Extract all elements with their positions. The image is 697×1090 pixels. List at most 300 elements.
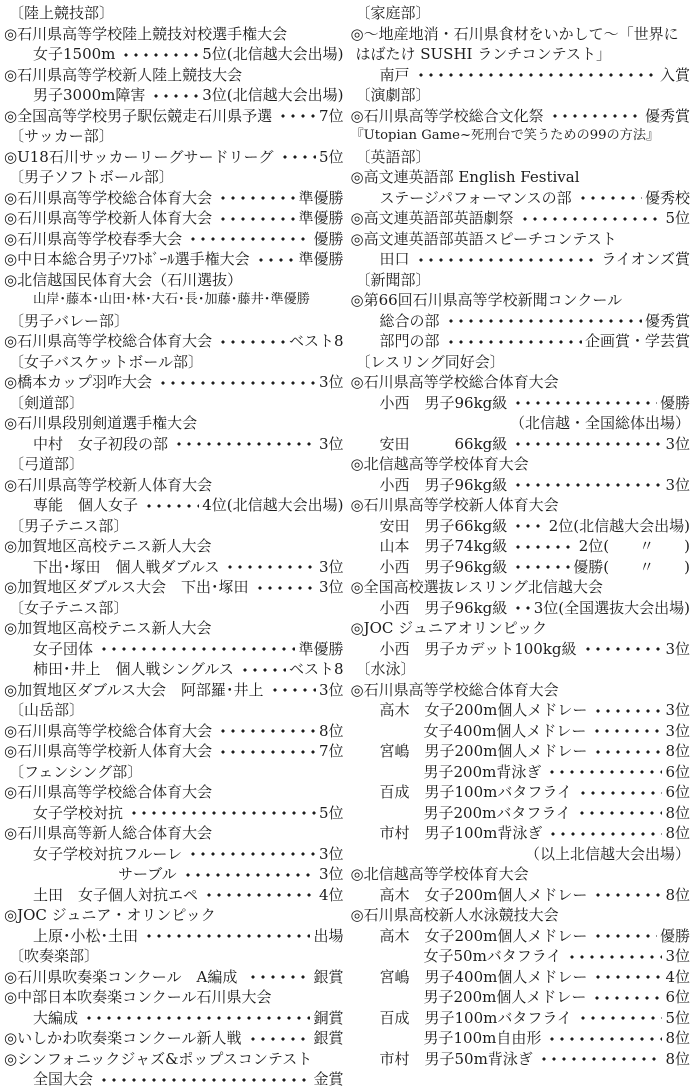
line-text: 小西 男子96kg級 xyxy=(379,475,508,494)
wrapped-line xyxy=(351,126,691,147)
event-line xyxy=(351,495,691,516)
event-line xyxy=(351,680,691,701)
line-text: ◎高文連英語部英語劇祭 xyxy=(350,209,514,227)
line-text: 土田 女子個人対抗エペ xyxy=(33,885,199,904)
section-heading xyxy=(4,3,344,24)
dot-leader xyxy=(575,782,663,803)
dot-leader xyxy=(413,249,599,270)
line-text: ◎石川県高等学校新人体育大会 xyxy=(4,475,213,494)
line-text: ◎北信越高等学校体育大会 xyxy=(350,865,529,883)
note-line xyxy=(351,413,691,434)
line-result: 7位 xyxy=(318,742,344,760)
line-text: 高木 女子200m個人メドレー xyxy=(379,926,588,945)
event-line xyxy=(4,782,344,803)
line-text: 〔新聞部〕 xyxy=(355,270,431,289)
result-line xyxy=(351,536,691,557)
event-line xyxy=(4,1028,344,1049)
line-result: 金賞 xyxy=(313,1070,344,1088)
dot-leader xyxy=(252,577,316,598)
line-result: 優勝 xyxy=(659,926,690,945)
line-text: ◎石川県高等学校春季大会 xyxy=(4,229,183,248)
line-result: 6位 xyxy=(665,783,690,801)
result-line xyxy=(351,926,691,947)
line-text: 百成 男子100mバタフライ xyxy=(379,783,572,801)
line-text: ◎中日本総合男子ｿﾌﾄﾎﾞｰﾙ選手権大会 xyxy=(4,250,250,268)
result-line xyxy=(351,557,691,578)
section-heading xyxy=(351,85,691,106)
line-text: ◎石川県高等学校総合体育大会 xyxy=(4,721,213,740)
dot-leader xyxy=(589,987,662,1008)
line-text: ◎橋本カップ羽咋大会 xyxy=(4,373,152,391)
dot-leader xyxy=(510,393,657,414)
line-result: 3位 xyxy=(665,639,690,658)
line-result: 5位 xyxy=(318,803,344,822)
line-result: 3位 xyxy=(318,578,344,596)
line-text: 小西 男子カデット100kg級 xyxy=(379,639,577,658)
dot-leader xyxy=(267,680,316,701)
line-text: 宮嶋 男子400m個人メドレー xyxy=(379,967,588,986)
dot-leader xyxy=(544,1028,662,1049)
result-line xyxy=(4,659,344,680)
line-result: 出場 xyxy=(313,926,344,945)
dot-leader xyxy=(215,741,316,762)
line-text: 専能 個人女子 xyxy=(33,496,139,514)
result-line xyxy=(351,475,691,496)
note-line xyxy=(351,844,691,865)
line-text: ◎北信越高等学校体育大会 xyxy=(350,455,529,473)
line-result: 5位 xyxy=(318,147,344,166)
event-line xyxy=(351,24,691,45)
event-line xyxy=(351,290,691,311)
line-text: ◎石川県段別剣道選手権大会 xyxy=(4,414,198,432)
line-text: 女子400m個人メドレー xyxy=(423,721,587,740)
event-line xyxy=(4,618,344,639)
result-line xyxy=(4,864,344,885)
result-line xyxy=(351,803,691,824)
line-result: 準優勝 xyxy=(298,209,344,227)
result-line xyxy=(351,393,691,414)
section-heading xyxy=(4,454,344,475)
line-text: ◎加賀地区高校テニス新人大会 xyxy=(4,537,212,555)
event-line xyxy=(4,249,344,270)
line-result: 5位(北信越大会出場) xyxy=(202,45,344,63)
line-result: 4位 xyxy=(318,885,344,904)
result-line xyxy=(4,639,344,660)
dot-leader xyxy=(590,741,662,762)
result-line xyxy=(351,249,691,270)
dot-leader xyxy=(141,926,310,947)
section-heading xyxy=(4,393,344,414)
event-line xyxy=(351,208,691,229)
line-result: 6位 xyxy=(665,988,690,1006)
line-text: 男子200m背泳ぎ xyxy=(423,762,542,781)
event-line xyxy=(351,864,691,885)
line-result: 準優勝 xyxy=(298,188,344,207)
result-line xyxy=(351,782,691,803)
line-result: 8位 xyxy=(665,824,690,842)
result-line xyxy=(4,803,344,824)
dot-leader xyxy=(517,208,663,229)
line-text: ◎加賀地区ダブルス大会 阿部羅･井上 xyxy=(4,680,264,699)
dot-leader xyxy=(510,475,662,496)
result-line xyxy=(4,495,344,516)
line-result: 3位 xyxy=(318,557,344,576)
event-line xyxy=(4,331,344,352)
line-text: 〔女子テニス部〕 xyxy=(9,598,129,617)
line-text: 百成 男子100mバタフライ xyxy=(379,1008,572,1027)
line-text: 女子団体 xyxy=(33,639,94,658)
line-text: ◎石川県高等学校新人体育大会 xyxy=(4,209,213,227)
dot-leader xyxy=(443,331,582,352)
result-line xyxy=(4,926,344,947)
line-text: ◎石川県高等学校総合文化祭 xyxy=(350,106,544,125)
line-text: ◎JOC ジュニア・オリンピック xyxy=(4,906,216,924)
line-text: 市村 男子50m背泳ぎ xyxy=(379,1049,533,1068)
event-line xyxy=(4,270,344,291)
dot-leader xyxy=(564,946,662,967)
result-line xyxy=(351,700,691,721)
result-line xyxy=(351,598,691,619)
line-result: 3位 xyxy=(318,680,344,699)
section-heading xyxy=(4,516,344,537)
event-line xyxy=(4,106,344,127)
line-text: 〔男子テニス部〕 xyxy=(9,516,129,535)
dot-leader xyxy=(253,249,296,270)
event-line xyxy=(4,536,344,557)
line-result: 8位 xyxy=(665,742,690,760)
line-result: ベスト8 xyxy=(288,660,344,678)
line-text: ◎石川県高等学校総合体育大会 xyxy=(4,783,213,801)
line-text: ◎石川県高等学校新人体育大会 xyxy=(4,742,213,760)
result-line xyxy=(351,823,691,844)
line-text: 中村 女子初段の部 xyxy=(33,434,169,453)
line-result: 優勝 xyxy=(313,229,344,248)
result-line xyxy=(4,1069,344,1090)
result-line xyxy=(351,1028,691,1049)
line-result: 3位 xyxy=(665,701,690,719)
dot-leader xyxy=(536,1049,663,1070)
line-text: ◎石川県高等新人総合体育大会 xyxy=(4,824,213,842)
line-result: 8位 xyxy=(665,1049,690,1068)
line-text: ◎第66回石川県高等学校新聞コンクール xyxy=(350,291,623,309)
line-result: 優秀校 xyxy=(644,188,690,207)
line-result: 4位 xyxy=(665,967,690,986)
event-line xyxy=(351,454,691,475)
dot-leader xyxy=(275,106,316,127)
dot-leader xyxy=(96,1069,310,1090)
event-line xyxy=(351,618,691,639)
line-result: 3位 xyxy=(665,475,690,494)
result-line xyxy=(4,85,344,106)
event-line xyxy=(4,577,344,598)
line-result: 入賞 xyxy=(659,65,690,84)
line-result: 優秀賞 xyxy=(644,311,690,330)
event-line xyxy=(4,1049,344,1070)
line-result: 優勝 xyxy=(659,393,690,412)
dot-leader xyxy=(141,495,199,516)
line-text: ステージパフォーマンスの部 xyxy=(379,188,572,207)
line-text: ◎石川県高等学校新人陸上競技大会 xyxy=(4,65,243,84)
line-result: 3位 xyxy=(318,434,344,453)
section-heading xyxy=(4,946,344,967)
result-line xyxy=(351,987,691,1008)
line-text: ◎全国高校選抜レスリング北信越大会 xyxy=(350,578,603,596)
event-line xyxy=(351,372,691,393)
dot-leader xyxy=(590,885,662,906)
line-text: ◎JOC ジュニアオリンピック xyxy=(350,619,548,637)
dot-leader xyxy=(580,639,663,660)
line-text: 女子1500m xyxy=(33,45,116,63)
line-text: 『Utopian Game~死刑台で笑うための99の方法』 xyxy=(350,128,660,143)
line-text: 市村 男子100m背泳ぎ xyxy=(379,824,543,842)
line-text: ◎加賀地区ダブルス大会 下出･塚田 xyxy=(4,578,249,596)
dot-leader xyxy=(510,598,530,619)
dot-leader xyxy=(96,639,295,660)
result-line xyxy=(351,885,691,906)
line-result: 5位 xyxy=(665,209,690,227)
event-line xyxy=(4,741,344,762)
section-heading xyxy=(351,3,691,24)
line-text: 〔サッカー部〕 xyxy=(9,127,114,145)
line-text: ◎北信越国民体育大会（石川選抜） xyxy=(4,270,243,289)
dot-leader xyxy=(215,331,286,352)
dot-leader xyxy=(148,85,199,106)
line-text: ◎石川県高等学校総合体育大会 xyxy=(350,680,559,699)
dot-leader xyxy=(118,44,199,65)
line-result: 企画賞・学芸賞 xyxy=(584,332,690,350)
line-text: 〔水泳〕 xyxy=(355,660,416,678)
line-text: 総合の部 xyxy=(379,311,440,330)
line-result: 3位(北信越大会出場) xyxy=(202,86,344,104)
result-line xyxy=(351,516,691,537)
dot-leader xyxy=(81,1008,310,1029)
event-line xyxy=(4,208,344,229)
line-text: 全国大会 xyxy=(33,1070,94,1088)
event-line xyxy=(4,24,344,45)
result-line xyxy=(4,44,344,65)
line-result: 3位 xyxy=(665,434,690,453)
result-line xyxy=(351,762,691,783)
dot-leader xyxy=(215,188,295,209)
event-line xyxy=(4,188,344,209)
line-text: ◎高文連英語部 English Festival xyxy=(350,168,580,186)
line-text: 小西 男子96kg級 xyxy=(379,393,508,412)
line-result: 銀賞 xyxy=(313,967,344,986)
line-text: 〔山岳部〕 xyxy=(9,701,85,719)
line-text: 山本 男子74kg級 xyxy=(379,537,508,555)
event-line xyxy=(4,680,344,701)
line-text: 〔演劇部〕 xyxy=(355,86,431,104)
result-line xyxy=(351,1049,691,1070)
event-line xyxy=(4,65,344,86)
line-result: 6位 xyxy=(665,762,690,781)
line-text: 安田 男子66kg級 xyxy=(379,516,508,535)
line-result: 7位 xyxy=(318,106,344,125)
line-result: 銀賞 xyxy=(313,1029,344,1047)
line-result: 3位 xyxy=(318,865,344,883)
line-text: 男子3000m障害 xyxy=(33,86,146,104)
line-text: ◎加賀地区高校テニス新人大会 xyxy=(4,619,212,637)
event-line xyxy=(4,987,344,1008)
line-text: ◎～地産地消・石川県食材をいかして～「世界に xyxy=(350,24,679,43)
event-line xyxy=(4,475,344,496)
result-line xyxy=(4,290,344,311)
section-heading xyxy=(4,762,344,783)
line-text: 〔剣道部〕 xyxy=(9,393,85,412)
result-line xyxy=(351,721,691,742)
line-result: 8位 xyxy=(665,885,690,904)
event-line xyxy=(4,905,344,926)
line-result: （以上北信越大会出場） xyxy=(524,844,690,863)
line-text: 〔女子バスケットボール部〕 xyxy=(9,352,203,371)
line-result: ライオンズ賞 xyxy=(601,250,690,268)
line-result: 8位 xyxy=(318,721,344,740)
result-line xyxy=(4,434,344,455)
line-text: はばたけ SUSHI ランチコンテスト」 xyxy=(355,45,612,63)
dot-leader xyxy=(510,557,570,578)
line-text: 男子200mバタフライ xyxy=(423,803,571,822)
line-result: 準優勝 xyxy=(298,250,344,268)
line-text: 高木 女子200m個人メドレー xyxy=(379,701,588,719)
line-text: ◎中部日本吹奏楽コンクール石川県大会 xyxy=(4,988,272,1006)
event-line xyxy=(351,905,691,926)
line-result: 2位( 〃 ) xyxy=(578,537,690,555)
line-result: 優秀賞 xyxy=(644,106,690,125)
line-text: 〔英語部〕 xyxy=(355,147,431,166)
line-result: ベスト8 xyxy=(288,332,344,350)
result-line xyxy=(351,967,691,988)
event-line xyxy=(4,147,344,168)
section-heading xyxy=(4,700,344,721)
result-line xyxy=(351,188,691,209)
left-column xyxy=(4,3,344,1089)
line-text: 男子100m自由形 xyxy=(423,1029,542,1047)
dot-leader xyxy=(545,823,662,844)
dot-leader xyxy=(510,434,662,455)
event-line xyxy=(4,823,344,844)
event-line xyxy=(351,229,691,250)
line-text: ◎石川県高等学校陸上競技対校選手権大会 xyxy=(4,24,288,43)
line-text: 女子学校対抗 xyxy=(33,803,124,822)
dot-leader xyxy=(201,885,316,906)
section-heading xyxy=(351,270,691,291)
section-heading xyxy=(4,311,344,332)
dot-leader xyxy=(589,721,662,742)
line-text: 小西 男子96kg級 xyxy=(379,598,508,617)
line-result: 3位 xyxy=(318,373,344,391)
line-text: ◎石川県高等学校総合体育大会 xyxy=(4,332,213,350)
dot-leader xyxy=(245,1028,311,1049)
line-text: 上原･小松･土田 xyxy=(33,926,139,945)
line-text: ◎全国高等学校男子駅伝競走石川県予選 xyxy=(4,106,273,125)
dot-leader xyxy=(215,721,316,742)
section-heading xyxy=(4,126,344,147)
line-text: ◎高文連英語部英語スピーチコンテスト xyxy=(350,229,617,248)
right-column xyxy=(351,3,691,1089)
result-line xyxy=(351,434,691,455)
event-line xyxy=(4,967,344,988)
result-line xyxy=(4,1008,344,1029)
line-text: 〔陸上競技部〕 xyxy=(9,4,115,22)
line-text: 大編成 xyxy=(33,1008,79,1027)
result-line xyxy=(4,557,344,578)
line-text: 宮嶋 男子200m個人メドレー xyxy=(379,742,588,760)
result-line xyxy=(4,885,344,906)
event-line xyxy=(4,413,344,434)
line-text: 田口 xyxy=(379,250,410,268)
line-result: 3位 xyxy=(665,721,690,740)
dot-leader xyxy=(547,106,642,127)
line-text: ◎石川県吹奏楽コンクール A編成 xyxy=(4,967,243,986)
line-text: 女子50mバタフライ xyxy=(423,947,562,965)
line-text: 男子200m個人メドレー xyxy=(423,988,587,1006)
line-text: 〔弓道部〕 xyxy=(9,455,85,473)
line-result: 8位 xyxy=(665,1029,690,1047)
event-line xyxy=(4,721,344,742)
line-text: ◎シンフォニックジャズ&ポップスコンテスト xyxy=(4,1049,313,1068)
dot-leader xyxy=(277,147,316,168)
dot-leader xyxy=(237,659,286,680)
line-result: 8位 xyxy=(665,803,690,822)
event-line xyxy=(351,577,691,598)
dot-leader xyxy=(510,536,575,557)
line-text: ◎U18石川サッカーリーグサードリーグ xyxy=(4,147,274,166)
dot-leader xyxy=(126,803,316,824)
line-text: 柿田･井上 個人戦シングルス xyxy=(33,660,234,678)
line-text: 下出･塚田 個人戦ダブルス xyxy=(33,557,220,576)
line-text: 山岸･藤本･山田･林･大石･長･加藤･藤井･準優勝 xyxy=(33,292,310,307)
result-line xyxy=(351,741,691,762)
dot-leader xyxy=(171,434,316,455)
line-result: （北信越・全国総体出場） xyxy=(509,414,690,432)
section-heading xyxy=(4,167,344,188)
result-line xyxy=(351,65,691,86)
line-text: 〔家庭部〕 xyxy=(355,4,431,22)
section-heading xyxy=(351,147,691,168)
line-text: ◎石川県高等学校総合体育大会 xyxy=(4,188,213,207)
section-heading xyxy=(351,352,691,373)
event-line xyxy=(351,106,691,127)
line-result: 5位 xyxy=(665,1008,690,1027)
dot-leader xyxy=(215,208,295,229)
line-result: 2位(北信越大会出場) xyxy=(548,516,690,535)
line-text: ◎石川県高等学校総合体育大会 xyxy=(350,373,559,391)
dot-leader xyxy=(413,65,657,86)
line-text: 〔フェンシング部〕 xyxy=(9,762,143,781)
dot-leader xyxy=(575,1008,663,1029)
line-text: 〔レスリング同好会〕 xyxy=(355,352,505,371)
line-text: ◎いしかわ吹奏楽コンクール新人戦 xyxy=(4,1029,242,1047)
line-text: 部門の部 xyxy=(379,332,440,350)
line-text: 〔男子バレー部〕 xyxy=(9,311,130,330)
line-result: 銅賞 xyxy=(313,1008,344,1027)
result-line xyxy=(351,331,691,352)
section-heading xyxy=(351,659,691,680)
dot-leader xyxy=(590,700,662,721)
result-line xyxy=(351,946,691,967)
line-text: 安田 66kg級 xyxy=(379,434,508,453)
event-line xyxy=(351,167,691,188)
wrapped-line xyxy=(351,44,691,65)
dot-leader xyxy=(574,803,663,824)
dot-leader xyxy=(510,516,545,537)
dot-leader xyxy=(185,844,316,865)
dot-leader xyxy=(245,967,310,988)
line-text: 南戸 xyxy=(379,65,410,84)
result-line xyxy=(351,639,691,660)
line-text: 女子学校対抗フルーレ xyxy=(33,844,183,863)
dot-leader xyxy=(185,229,310,250)
